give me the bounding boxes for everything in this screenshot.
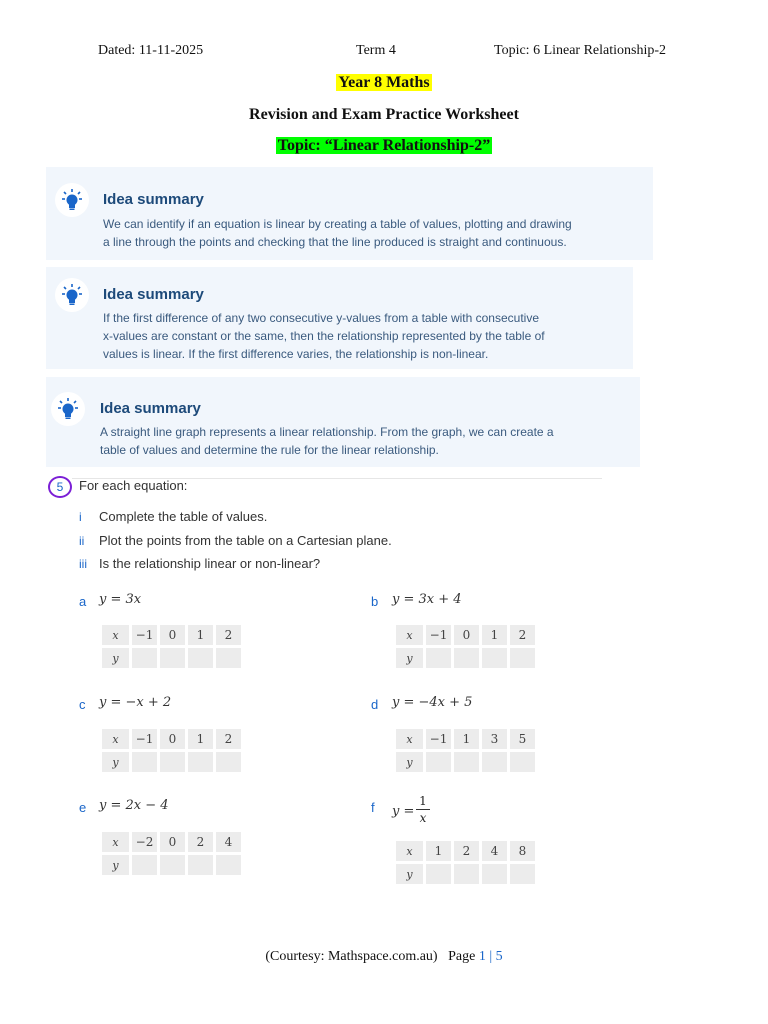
step-text: Is the relationship linear or non-linear? (99, 556, 321, 571)
page-footer (0, 949, 768, 965)
y-answer-cell[interactable] (482, 752, 507, 772)
x-value-cell: 0 (160, 729, 185, 749)
x-header-cell: x (102, 625, 129, 645)
y-answer-cell[interactable] (426, 648, 451, 668)
x-value-cell: 5 (510, 729, 535, 749)
x-header-cell: x (396, 841, 423, 861)
x-value-cell: −1 (132, 729, 157, 749)
fraction-denominator: x (419, 811, 427, 825)
part-equation: y = 3x (99, 592, 142, 607)
header-topic-text: Topic: 6 Linear Relationship-2 (494, 43, 667, 58)
y-header-cell: y (102, 855, 129, 875)
y-header-cell: y (102, 752, 129, 772)
x-value-cell: −1 (132, 625, 157, 645)
x-value-cell: 1 (426, 841, 451, 861)
summary-title: Idea summary (103, 191, 204, 208)
y-answer-cell[interactable] (454, 864, 479, 884)
x-value-cell: 0 (160, 625, 185, 645)
y-answer-cell[interactable] (216, 648, 241, 668)
page-total: 5 (495, 949, 503, 964)
summary-text (103, 215, 572, 251)
summary-line: We can identify if an equation is linear by creating a table of values, plotting and drawing (103, 217, 572, 231)
x-value-cell: −2 (132, 832, 157, 852)
y-header-cell: y (396, 752, 423, 772)
fraction (416, 794, 430, 825)
x-value-cell: 0 (160, 832, 185, 852)
step-text: Complete the table of values. (99, 509, 268, 524)
part-label: b (371, 594, 379, 609)
idea-summary-card (46, 267, 633, 369)
page-separator: | (489, 949, 493, 964)
topic-title-text: Topic: “Linear Relationship-2” (277, 137, 491, 154)
y-answer-cell[interactable] (510, 864, 535, 884)
step-number: ii (79, 534, 85, 548)
x-value-cell: −1 (426, 625, 451, 645)
values-table (393, 622, 538, 671)
y-header-cell: y (396, 648, 423, 668)
y-row (396, 752, 535, 772)
x-value-cell: 8 (510, 841, 535, 861)
summary-text (100, 423, 554, 459)
x-row (396, 841, 535, 861)
worksheet-title: Revision and Exam Practice Worksheet (249, 106, 519, 123)
summary-title: Idea summary (103, 286, 204, 303)
x-row (396, 729, 535, 749)
courtesy-text: (Courtesy: Mathspace.com.au) (265, 949, 438, 964)
values-table (99, 622, 244, 671)
y-answer-cell[interactable] (132, 752, 157, 772)
idea-summary-card (46, 167, 653, 260)
y-answer-cell[interactable] (454, 752, 479, 772)
x-row (102, 625, 241, 645)
summary-text (103, 309, 545, 363)
y-answer-cell[interactable] (426, 752, 451, 772)
question-number: 5 (48, 476, 72, 498)
x-value-cell: 2 (216, 625, 241, 645)
y-answer-cell[interactable] (160, 752, 185, 772)
y-answer-cell[interactable] (426, 864, 451, 884)
y-header-cell: y (396, 864, 423, 884)
x-value-cell: 0 (454, 625, 479, 645)
values-table (99, 726, 244, 775)
y-answer-cell[interactable] (482, 864, 507, 884)
part-equation-lhs: y = (392, 804, 415, 819)
lightbulb-icon (55, 183, 89, 217)
values-table (99, 829, 244, 878)
summary-line: x-values are constant or the same, then the relationship represented by the table of (103, 329, 545, 343)
y-answer-cell[interactable] (160, 648, 185, 668)
part-label: f (371, 800, 375, 815)
y-answer-cell[interactable] (132, 648, 157, 668)
fraction-numerator: 1 (419, 794, 427, 808)
lightbulb-icon (51, 392, 85, 426)
x-value-cell: 1 (482, 625, 507, 645)
page-current: 1 (478, 949, 486, 964)
y-answer-cell[interactable] (216, 855, 241, 875)
y-header-cell: y (102, 648, 129, 668)
x-header-cell: x (102, 832, 129, 852)
x-value-cell: 3 (482, 729, 507, 749)
idea-summary-card (46, 377, 640, 467)
x-header-cell: x (396, 729, 423, 749)
y-row (102, 855, 241, 875)
year-title (0, 74, 768, 92)
y-answer-cell[interactable] (188, 752, 213, 772)
x-value-cell: 4 (482, 841, 507, 861)
x-row (102, 729, 241, 749)
summary-line: table of values and determine the rule for the linear relationship. (100, 443, 439, 457)
part-equation: y = 2x − 4 (99, 798, 169, 813)
x-value-cell: 1 (454, 729, 479, 749)
page-label: Page (448, 949, 476, 964)
summary-line: If the first difference of any two consecutive y-values from a table with consecutive (103, 311, 539, 325)
x-value-cell: 4 (216, 832, 241, 852)
dated-text: Dated: 11-11-2025 (98, 43, 204, 58)
x-header-cell: x (396, 625, 423, 645)
y-answer-cell[interactable] (216, 752, 241, 772)
step-number: iii (79, 557, 87, 571)
y-answer-cell[interactable] (132, 855, 157, 875)
x-value-cell: 2 (510, 625, 535, 645)
y-answer-cell[interactable] (160, 855, 185, 875)
y-answer-cell[interactable] (454, 648, 479, 668)
x-value-cell: 2 (454, 841, 479, 861)
y-row (102, 648, 241, 668)
summary-line: values is linear. If the first difference varies, the relationship is non-linear. (103, 347, 489, 361)
summary-line: A straight line graph represents a linear relationship. From the graph, we can create a (100, 425, 554, 439)
part-label: a (79, 594, 87, 609)
y-answer-cell[interactable] (482, 648, 507, 668)
y-row (102, 752, 241, 772)
y-row (396, 864, 535, 884)
values-table (393, 726, 538, 775)
x-value-cell: 2 (188, 832, 213, 852)
summary-title: Idea summary (100, 400, 201, 417)
part-equation: y = −x + 2 (99, 695, 172, 710)
part-equation: y = −4x + 5 (392, 695, 473, 710)
question-prompt: For each equation: (79, 478, 188, 493)
step-number: i (79, 510, 82, 524)
step-text: Plot the points from the table on a Cartesian plane. (99, 533, 392, 548)
x-row (396, 625, 535, 645)
x-value-cell: 1 (188, 729, 213, 749)
part-label: c (79, 697, 86, 712)
x-value-cell: −1 (426, 729, 451, 749)
y-row (396, 648, 535, 668)
y-answer-cell[interactable] (188, 648, 213, 668)
part-label: d (371, 697, 379, 712)
term-text: Term 4 (356, 43, 396, 58)
y-answer-cell[interactable] (188, 855, 213, 875)
x-row (102, 832, 241, 852)
y-answer-cell[interactable] (510, 648, 535, 668)
year-title-text: Year 8 Maths (338, 74, 430, 91)
values-table (393, 838, 538, 887)
topic-title (0, 137, 768, 155)
fraction-bar (416, 809, 430, 810)
x-value-cell: 1 (188, 625, 213, 645)
summary-line: a line through the points and checking that the line produced is straight and continuous. (103, 235, 567, 249)
lightbulb-icon (55, 278, 89, 312)
y-answer-cell[interactable] (510, 752, 535, 772)
x-header-cell: x (102, 729, 129, 749)
part-label: e (79, 800, 87, 815)
part-equation: y = 3x + 4 (392, 592, 462, 607)
x-value-cell: 2 (216, 729, 241, 749)
